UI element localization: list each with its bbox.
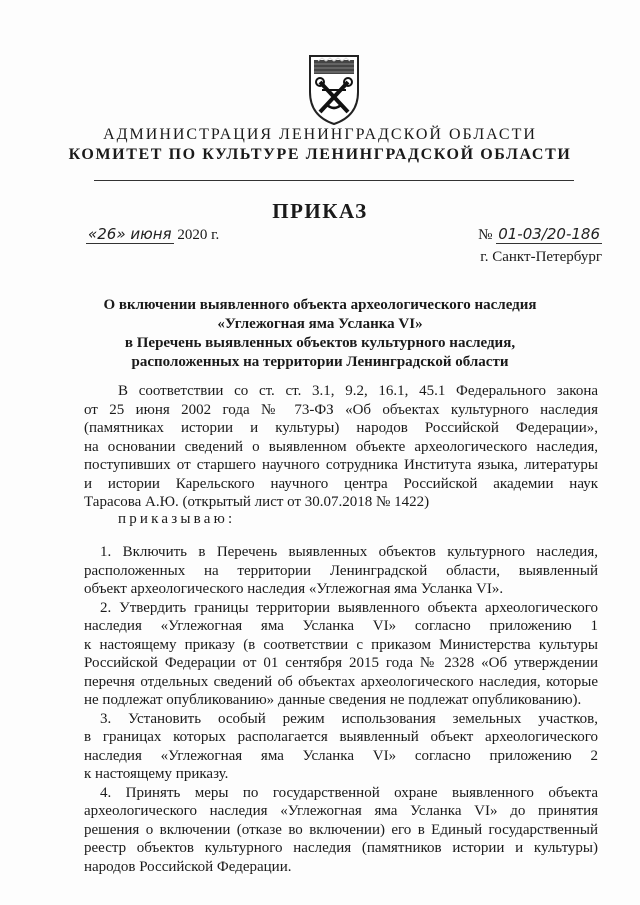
item-3-line: в границах которых располагается выявленный объект археологического xyxy=(84,729,598,745)
item-3-line: 3. Установить особый режим использования земельных участков, xyxy=(100,710,598,727)
date-year: 2020 г. xyxy=(177,227,220,243)
handwritten-date: «26» июня xyxy=(88,225,172,243)
handwritten-number: 01-03/20-186 xyxy=(498,225,600,243)
order-word: приказываю: xyxy=(118,511,236,527)
item-4-line: решения о включении (отказе во включении) его в Единый государственный xyxy=(84,821,598,838)
text-line: на основании сведений о выявленном объекте археологического наследия, xyxy=(84,438,598,455)
heading-line: О включении выявленного объекта археологического наследия xyxy=(103,297,537,313)
text-line: Тарасова А.Ю. (открытый лист от 30.07.2018 № 1422) xyxy=(84,494,430,510)
item-2-line: Российской Федерации от 01 сентября 2015 года № 2328 «Об утверждении xyxy=(84,655,598,671)
heading-line: расположенных на территории Ленинградской области xyxy=(131,354,509,370)
item-1-line: объект археологического наследия «Углежогная яма Усланка VI». xyxy=(84,581,504,597)
text-line: В соответствии со ст. ст. 3.1, 9.2, 16.1, 45.1 Федерального закона xyxy=(118,383,598,399)
item-2-line: наследия «Углежогная яма Усланка VI» согласно приложению 1 xyxy=(84,618,598,634)
text-line: от 25 июня 2002 года № 73-ФЗ «Об объектах культурного наследия xyxy=(84,401,598,418)
item-4-line: археологического наследия «Углежогная яма Усланка VI» до принятия xyxy=(84,803,598,819)
number-prefix: № xyxy=(478,227,493,243)
item-4-line: народов Российской Федерации. xyxy=(84,858,292,875)
item-3-line: к настоящему приказу. xyxy=(84,766,229,782)
item-2-line: 2. Утвердить границы территории выявленного объекта археологического xyxy=(100,599,598,616)
document-city: г. Санкт-Петербург xyxy=(480,249,602,265)
text-line: (памятниках истории и культуры) народов Российской Федерации», xyxy=(84,420,598,436)
heading-line: в Перечень выявленных объектов культурного наследия, xyxy=(124,335,516,351)
org-name-committee: КОМИТЕТ ПО КУЛЬТУРЕ ЛЕНИНГРАДСКОЙ ОБЛАСТИ xyxy=(68,146,572,163)
document-title: ПРИКАЗ xyxy=(272,199,368,223)
item-1-line: 1. Включить в Перечень выявленных объектов культурного наследия, xyxy=(100,544,598,560)
document-number xyxy=(478,225,602,244)
item-2-line: не подлежат опубликованию» данные сведения не подлежат опубликованию). xyxy=(84,692,582,708)
item-4-line: реестр объектов культурного наследия (памятников истории и культуры) xyxy=(84,840,598,856)
item-2-line: перечня отдельных сведений об объектах археологического наследия, которые xyxy=(84,673,598,690)
header-divider xyxy=(94,180,574,181)
text-line: поступивших от старшего научного сотрудника Института языка, литературы xyxy=(84,457,598,473)
item-1-line: расположенных на территории Ленинградской области, выявленный xyxy=(84,562,598,579)
order-subject-heading xyxy=(60,296,580,372)
text-line: и истории Карельского научного центра Российской академии наук xyxy=(84,475,598,492)
item-2-line: к настоящему приказу (в соответствии с приказом Министерства культуры xyxy=(84,636,598,653)
item-4-line: 4. Принять меры по государственной охране выявленного объекта xyxy=(100,784,598,801)
item-3-line: наследия «Углежогная яма Усланка VI» согласно приложению 2 xyxy=(84,747,598,764)
document-date xyxy=(86,225,219,244)
coat-of-arms-icon xyxy=(296,52,372,128)
org-name-administration: АДМИНИСТРАЦИЯ ЛЕНИНГРАДСКОЙ ОБЛАСТИ xyxy=(103,126,537,143)
heading-line: «Углежогная яма Усланка VI» xyxy=(217,316,423,332)
preamble-paragraph xyxy=(84,382,598,512)
order-items xyxy=(84,543,598,876)
